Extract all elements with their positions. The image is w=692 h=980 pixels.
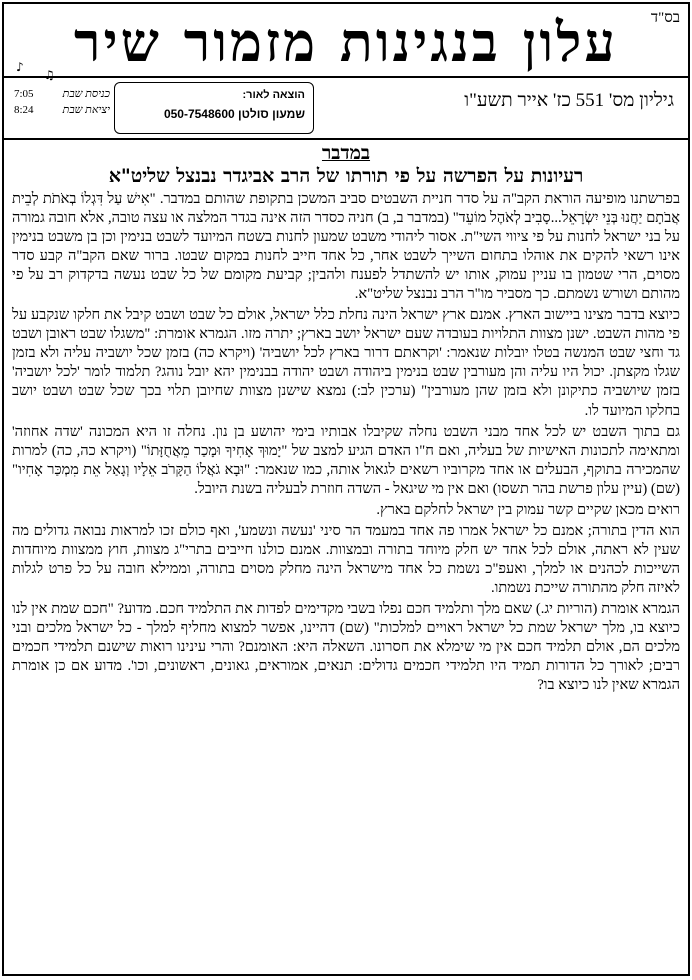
- music-note-icon: ♫: [44, 68, 55, 82]
- paragraph: כיוצא בדבר מצינו ביישוב הארץ. אמנם ארץ ישראל הינה נחלת כלל ישראל, אולם כל שבט ושבט קיבל את חלקו שנקבע על פי מהות השבט. ישנן מצוות התלויות בעובדה שעם ישראל יושב בארץ; יתרה מזו. הגמרא אומרת: "משגלו שבט ראובן ושבט גד וחצי שבט המנשה בטלו יובלות שנאמר: 'וקראתם דרור בארץ לכל יושביה' (ויקרא כה) בזמן שכל יושביה עליה ולא בזמן שגלו מקצתן. יכול היו עליה והן מעורבין שבט בנימין ביהודה ושבט יהודה בבנימין יהא יובל נוהג? תלמוד לומר 'לכל יושביה' בזמן שיושביה כתיקונן ולא בזמן שהן מעורבין" (ערכין לב:) נמצא שישנן מצוות שחיובן תלוי בכך שכל שבט ושבט יושב בחלקו המיועד לו.: [12, 307, 680, 419]
- paragraph: רואים מכאן שקיים קשר עמוק בין ישראל לחלקם בארץ.: [376, 501, 680, 518]
- info-bar: [4, 78, 688, 140]
- publisher-name: שמעון סולטן 050-7548600: [163, 107, 305, 121]
- bsd-mark: בס"ד: [650, 10, 680, 26]
- paragraph: בפרשתנו מופיעה הוראת הקב"ה על סדר חניית השבטים סביב המשכן בתקופת שהותם במדבר. "אִישׁ עַל דִּגְלוֹ בְאֹתֹת לְבֵית אֲבֹתָם יַחֲנוּ בְּנֵי יִשְׂרָאֵל...סָבִיב לְאֹהֶל מוֹעֵד" (במדבר ב, ב) חניה כסדר הזה אינה בגדר המלצה או עצה טובה, אלא חובה גמורה על בני ישראל לחנות על פי ציווי השי"ת. אסור ליהודי משבט שמעון לחנות בשטח המיועד לשבט בנימין וכן בן משבט בנימין אינו רשאי להקים את אוהלו בתחום השייך לשבט אחר, כל אחד חייב לחנות במקום שבטו. ברור שאם הקב"ה קבע סדר מסוים, הרי שטמון בו עניין עמוק, אותו יש להשתדל לפענח ולהבין; קביעת מקומם של כל שבט נעשה בדקדוק רב על פי מהותם ושורש נשמתם. כך מסביר מו"ר הרב נבנצל שליט"א.: [12, 191, 680, 303]
- music-note-icon: ♪: [16, 60, 24, 74]
- publisher-label: הוצאה לאור:: [242, 89, 305, 101]
- article-subtitle: רעיונות על הפרשה על פי תורתו של הרב אביגדר נבנצל שליט"א: [108, 165, 584, 187]
- article: [4, 140, 688, 974]
- publisher-box: [114, 82, 314, 134]
- newsletter-page: [2, 2, 690, 976]
- newsletter-title: עלון בנגינות מזמור שיר: [73, 10, 618, 74]
- parasha-title: במדבר: [321, 142, 371, 164]
- candle-lighting-label: כניסת שבת: [62, 88, 110, 100]
- paragraph: הגמרא אומרת (הוריות יג.) שאם מלך ותלמיד חכם נפלו בשבי מקדימים לפדות את התלמיד חכם. מדוע? "חכם שמת אין לנו כיוצא בו, מלך ישראל שמת כל ישראל ראויים למלכות" (שם) דהיינו, אפשר למצוא מחליף למלך - כל ישראל מלכים ובני מלכים הם, אולם תלמיד חכם אין מי שימלא את חסרונו. השאלה היא: האומנם? והרי עינינו רואות שישנם תלמידי חכמים רבים; לאורך כל הדורות תמיד היו תלמידי חכמים גדולים: תנאים, אמוראים, גאונים, ראשונים, וכו'. מדוע אם כן אומרת הגמרא שאין לנו כיוצא בו?: [12, 600, 680, 694]
- shabbat-times: [10, 88, 110, 130]
- issue-line: גיליון מס' 551 כז' אייר תשע"ו: [464, 90, 674, 111]
- shabbat-end-label: יציאת שבת: [62, 104, 110, 116]
- shabbat-end-time: 8:24: [14, 104, 34, 116]
- paragraph: גם בתוך השבט יש לכל אחד מבני השבט נחלה שקיבלו אבותיו בימי יהושע בן נון. נחלה זו היא המכונה 'שדה אחוזה' ומתאימה לתכונות האישיות של בעליה, ואם ח"ו האדם הגיע למצב של "יָמוּךְ אָחִיךָ וּמָכַר מֵאֲחֻזָּתוֹ" (ויקרא כה, כה) למרות שהמכירה בתוקף, הבעלים או אחד מקרוביו רשאים לגאול אותה, כמו שנאמר: "וּבָא גֹאֲלוֹ הַקָּרֹב אֵלָיו וְגָאַל אֵת מִמְכַּר אָחִיו" (שם) (עיין עלון פרשת בהר תשסו) ואם אין מי שיגאל - השדה חוזרת לבעליה בשנת היובל.: [12, 423, 680, 497]
- masthead: [4, 4, 688, 82]
- paragraph: הוא הדין בתורה; אמנם כל ישראל אמרו פה אחד במעמד הר סיני 'נעשה ונשמע', ואף כולם זכו למראות נבואה גדולים מה שעין לא ראתה, אולם לכל אחד יש חלק מיוחד בתורה ובמצוות. אמנם כולנו חייבים בתרי"ג מצוות, חוץ ממצוות מיוחדות השייכות לכהנים או למלך, ואעפ"כ נשמת כל אחד מישראל הינה מחלק מסוים בתורה, וממילא חובה על כל פרט לגלות לאיזה חלק מהתורה שייכת נשמתו.: [12, 522, 680, 596]
- candle-lighting-time: 7:05: [14, 88, 34, 100]
- article-body: [4, 190, 688, 695]
